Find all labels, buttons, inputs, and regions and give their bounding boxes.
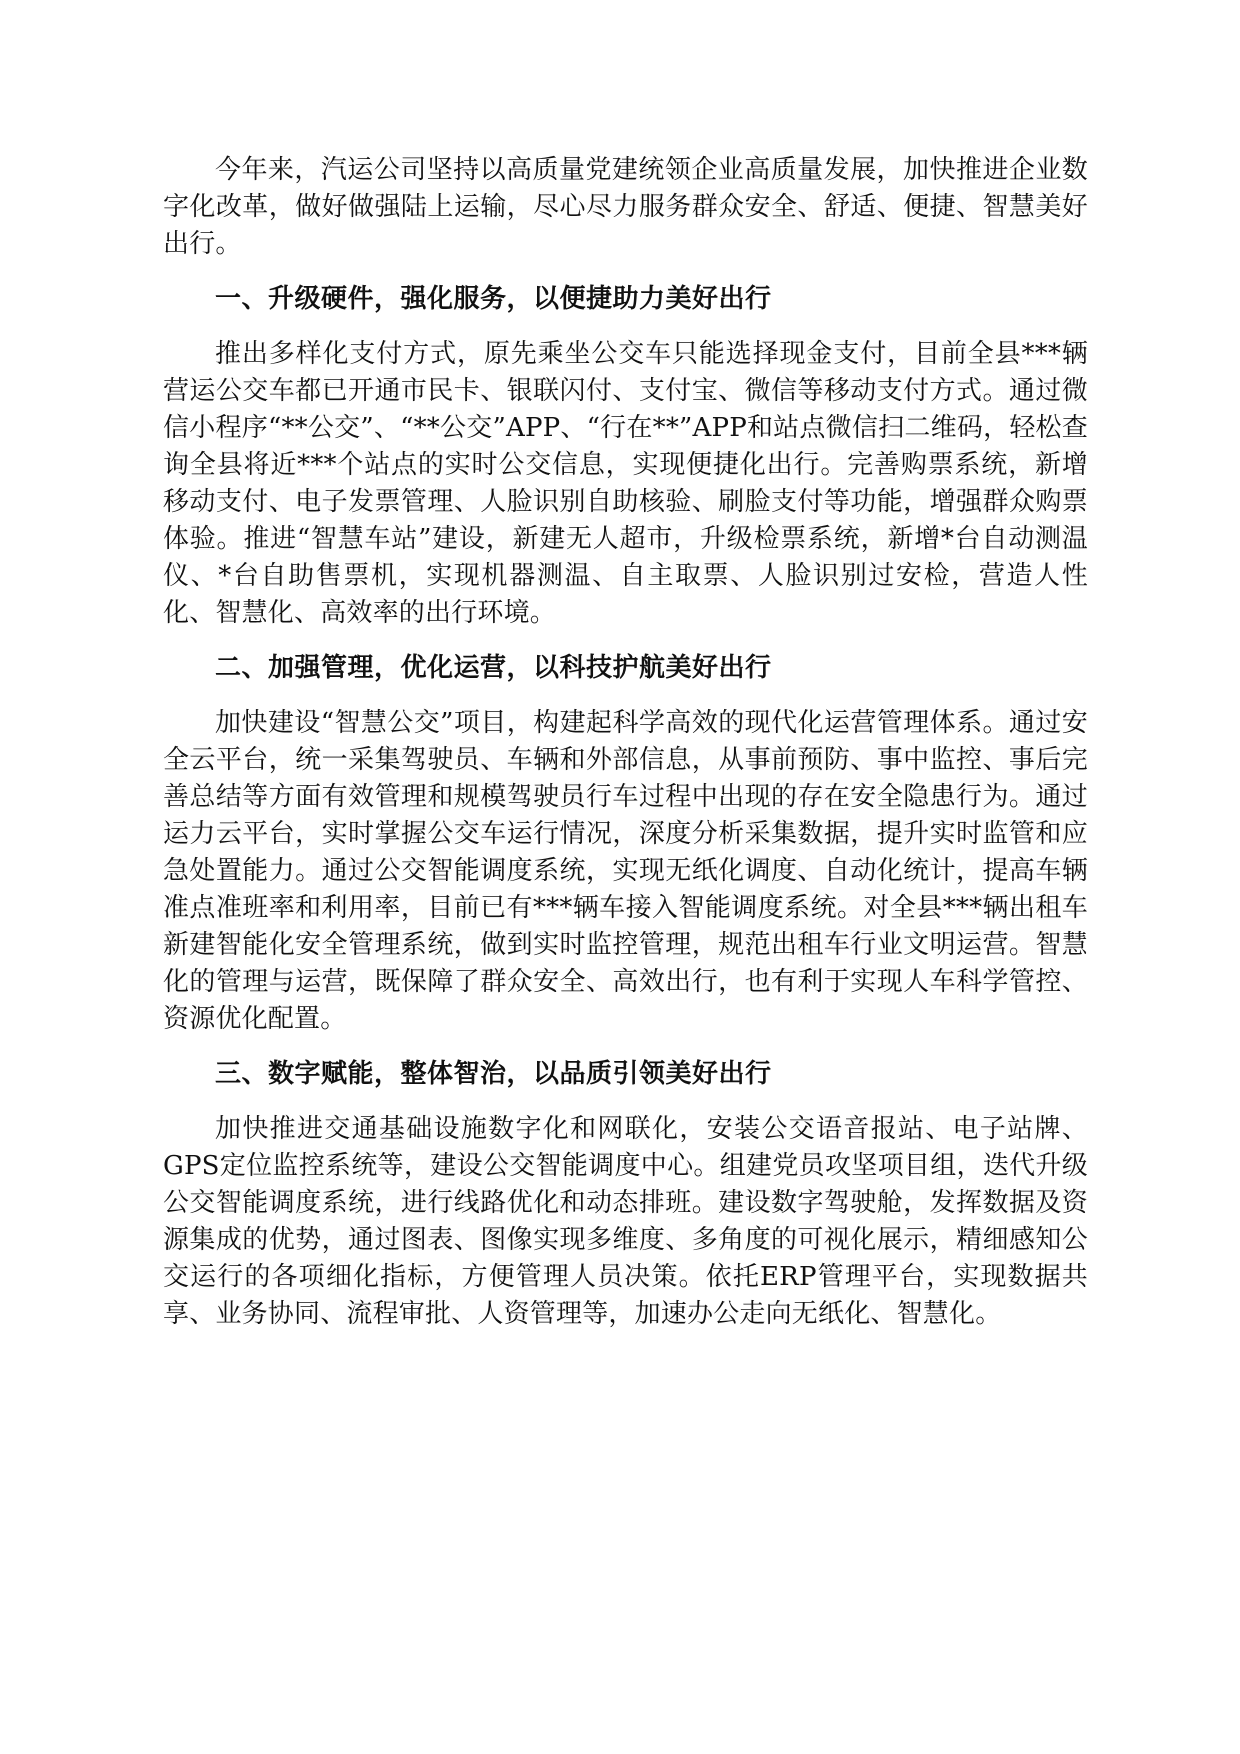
section-3-paragraph: 加快推进交通基础设施数字化和网联化，安装公交语音报站、电子站牌、GPS定位监控系统等，建设公交智能调度中心。组建党员攻坚项目组，迭代升级公交智能调度系统，进行线路优化和动态排班。建设数字驾驶舱，发挥数据及资源集成的优势，通过图表、图像实现多维度、多角度的可视化展示，精细感知公交运行的各项细化指标，方便管理人员决策。依托ERP管理平台，实现数据共享、业务协同、流程审批、人资管理等，加速办公走向无纸化、智慧化。 (163, 1114, 1088, 1329)
section-2-paragraph: 加快建设“智慧公交”项目，构建起科学高效的现代化运营管理体系。通过安全云平台，统一采集驾驶员、车辆和外部信息，从事前预防、事中监控、事后完善总结等方面有效管理和规模驾驶员行车过程中出现的存在安全隐患行为。通过运力云平台，实时掌握公交车运行情况，深度分析采集数据，提升实时监管和应急处置能力。通过公交智能调度系统，实现无纸化调度、自动化统计，提高车辆准点准班率和利用率，目前已有***辆车接入智能调度系统。对全县***辆出租车新建智能化安全管理系统，做到实时监控管理，规范出租车行业文明运营。智慧化的管理与运营，既保障了群众安全、高效出行，也有利于实现人车科学管控、资源优化配置。 (163, 708, 1088, 1034)
section-1-heading: 一、升级硬件，强化服务，以便捷助力美好出行 (215, 284, 772, 314)
section-1-paragraph: 推出多样化支付方式，原先乘坐公交车只能选择现金支付，目前全县***辆营运公交车都已开通市民卡、银联闪付、支付宝、微信等移动支付方式。通过微信小程序“**公交”、“**公交”APP、“行在**”APP和站点微信扫二维码，轻松查询全县将近***个站点的实时公交信息，实现便捷化出行。完善购票系统，新增移动支付、电子发票管理、人脸识别自助核验、刷脸支付等功能，增强群众购票体验。推进“智慧车站”建设，新建无人超市，升级检票系统，新增*台自动测温仪、*台自助售票机，实现机器测温、自主取票、人脸识别过安检，营造人性化、智慧化、高效率的出行环境。 (163, 339, 1088, 628)
section-2-heading: 二、加强管理，优化运营，以科技护航美好出行 (215, 653, 772, 683)
intro-paragraph: 今年来，汽运公司坚持以高质量党建统领企业高质量发展，加快推进企业数字化改革，做好做强陆上运输，尽心尽力服务群众安全、舒适、便捷、智慧美好出行。 (163, 155, 1088, 259)
document-body (163, 152, 1088, 1351)
section-3-heading: 三、数字赋能，整体智治，以品质引领美好出行 (215, 1059, 772, 1089)
